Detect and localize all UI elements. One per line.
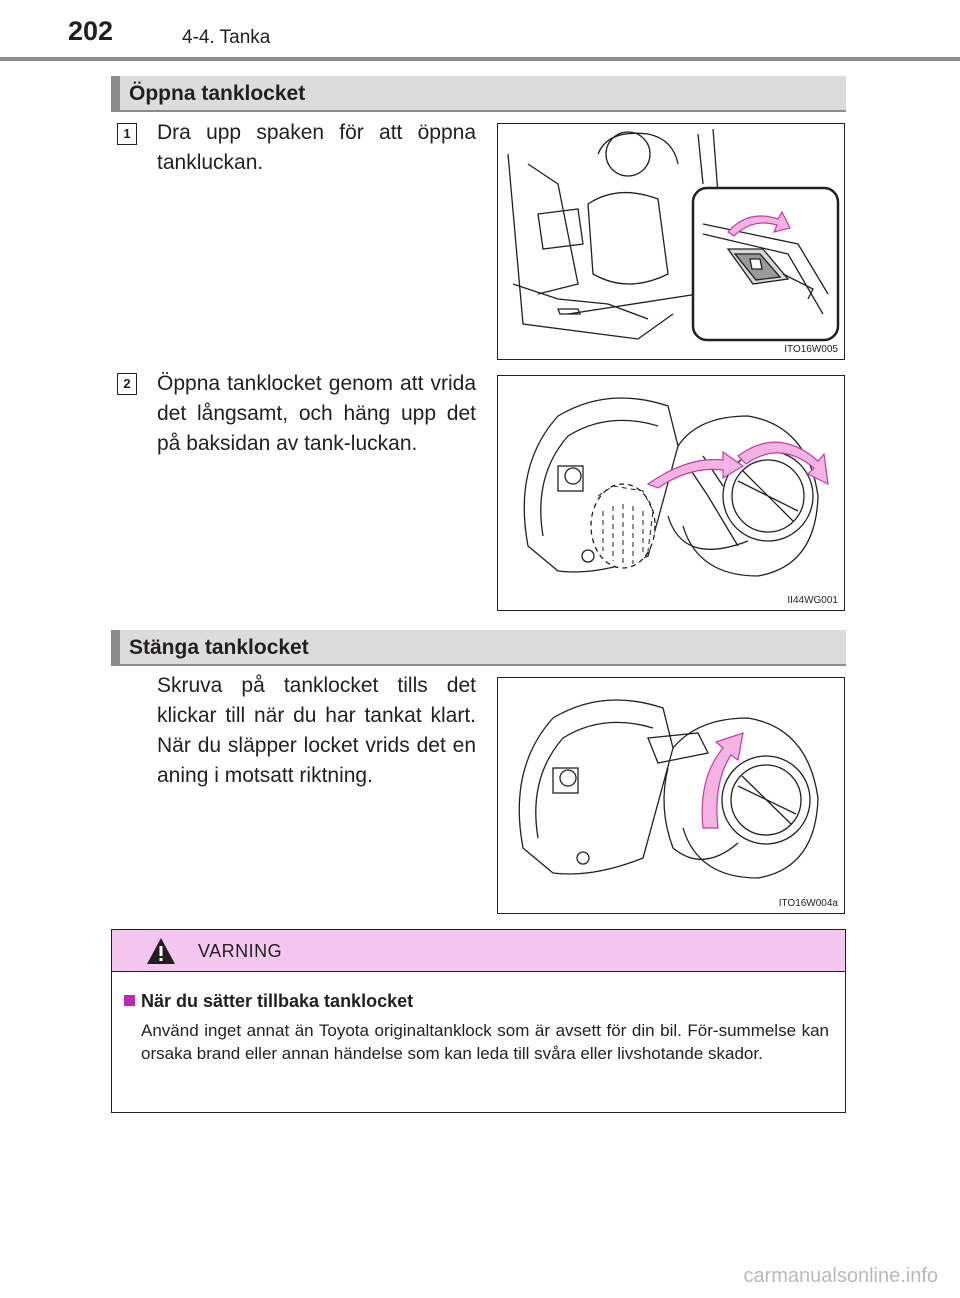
warning-item-text: Använd inget annat än Toyota originaltanklock som är avsett för din bil. För-summelse kan orsaka brand eller annan händelse som kan leda till svåra eller livshotande skador. — [141, 1021, 829, 1063]
section-title-close: Stänga tanklocket — [129, 636, 309, 659]
warning-label: VARNING — [198, 941, 283, 961]
step-number-2: 2 — [117, 373, 137, 395]
figure-close-cap — [497, 677, 845, 914]
section-title-open: Öppna tanklocket — [129, 82, 306, 105]
chapter-title: 4-4. Tanka — [182, 27, 271, 48]
bullet-square-icon — [124, 995, 135, 1006]
section-header-open — [111, 76, 846, 112]
fuel-lever-illustration — [498, 124, 846, 361]
close-text: Skruva på tanklocket tills det klickar till när du har tankat klart. När du släpper locket vrids det en aning i motsatt riktning. — [157, 674, 476, 787]
step-2-text: Öppna tanklocket genom att vrida det långsamt, och häng upp det på baksidan av tank-luckan. — [157, 372, 476, 455]
figure-open-cap — [497, 375, 845, 611]
warning-item-title: När du sätter tillbaka tanklocket — [141, 991, 414, 1011]
watermark: carmanualsonline.info — [743, 1265, 938, 1287]
step-1-text: Dra upp spaken för att öppna tankluckan. — [157, 121, 476, 174]
open-cap-illustration — [498, 376, 846, 612]
section-header-close — [111, 630, 846, 666]
close-cap-illustration — [498, 678, 846, 915]
section-header-bar — [111, 630, 120, 664]
warning-box — [111, 929, 846, 1113]
page-number: 202 — [68, 16, 114, 46]
figure-code-3: ITO16W004a — [778, 898, 838, 909]
warning-triangle-icon — [145, 936, 177, 966]
figure-code-2: II44WG001 — [787, 595, 838, 606]
figure-fuel-lever — [497, 123, 845, 360]
header-divider — [0, 57, 960, 61]
section-header-bar — [111, 76, 120, 110]
figure-code-1: ITO16W005 — [784, 344, 838, 355]
warning-header — [112, 930, 845, 972]
step-number-1: 1 — [117, 123, 137, 145]
